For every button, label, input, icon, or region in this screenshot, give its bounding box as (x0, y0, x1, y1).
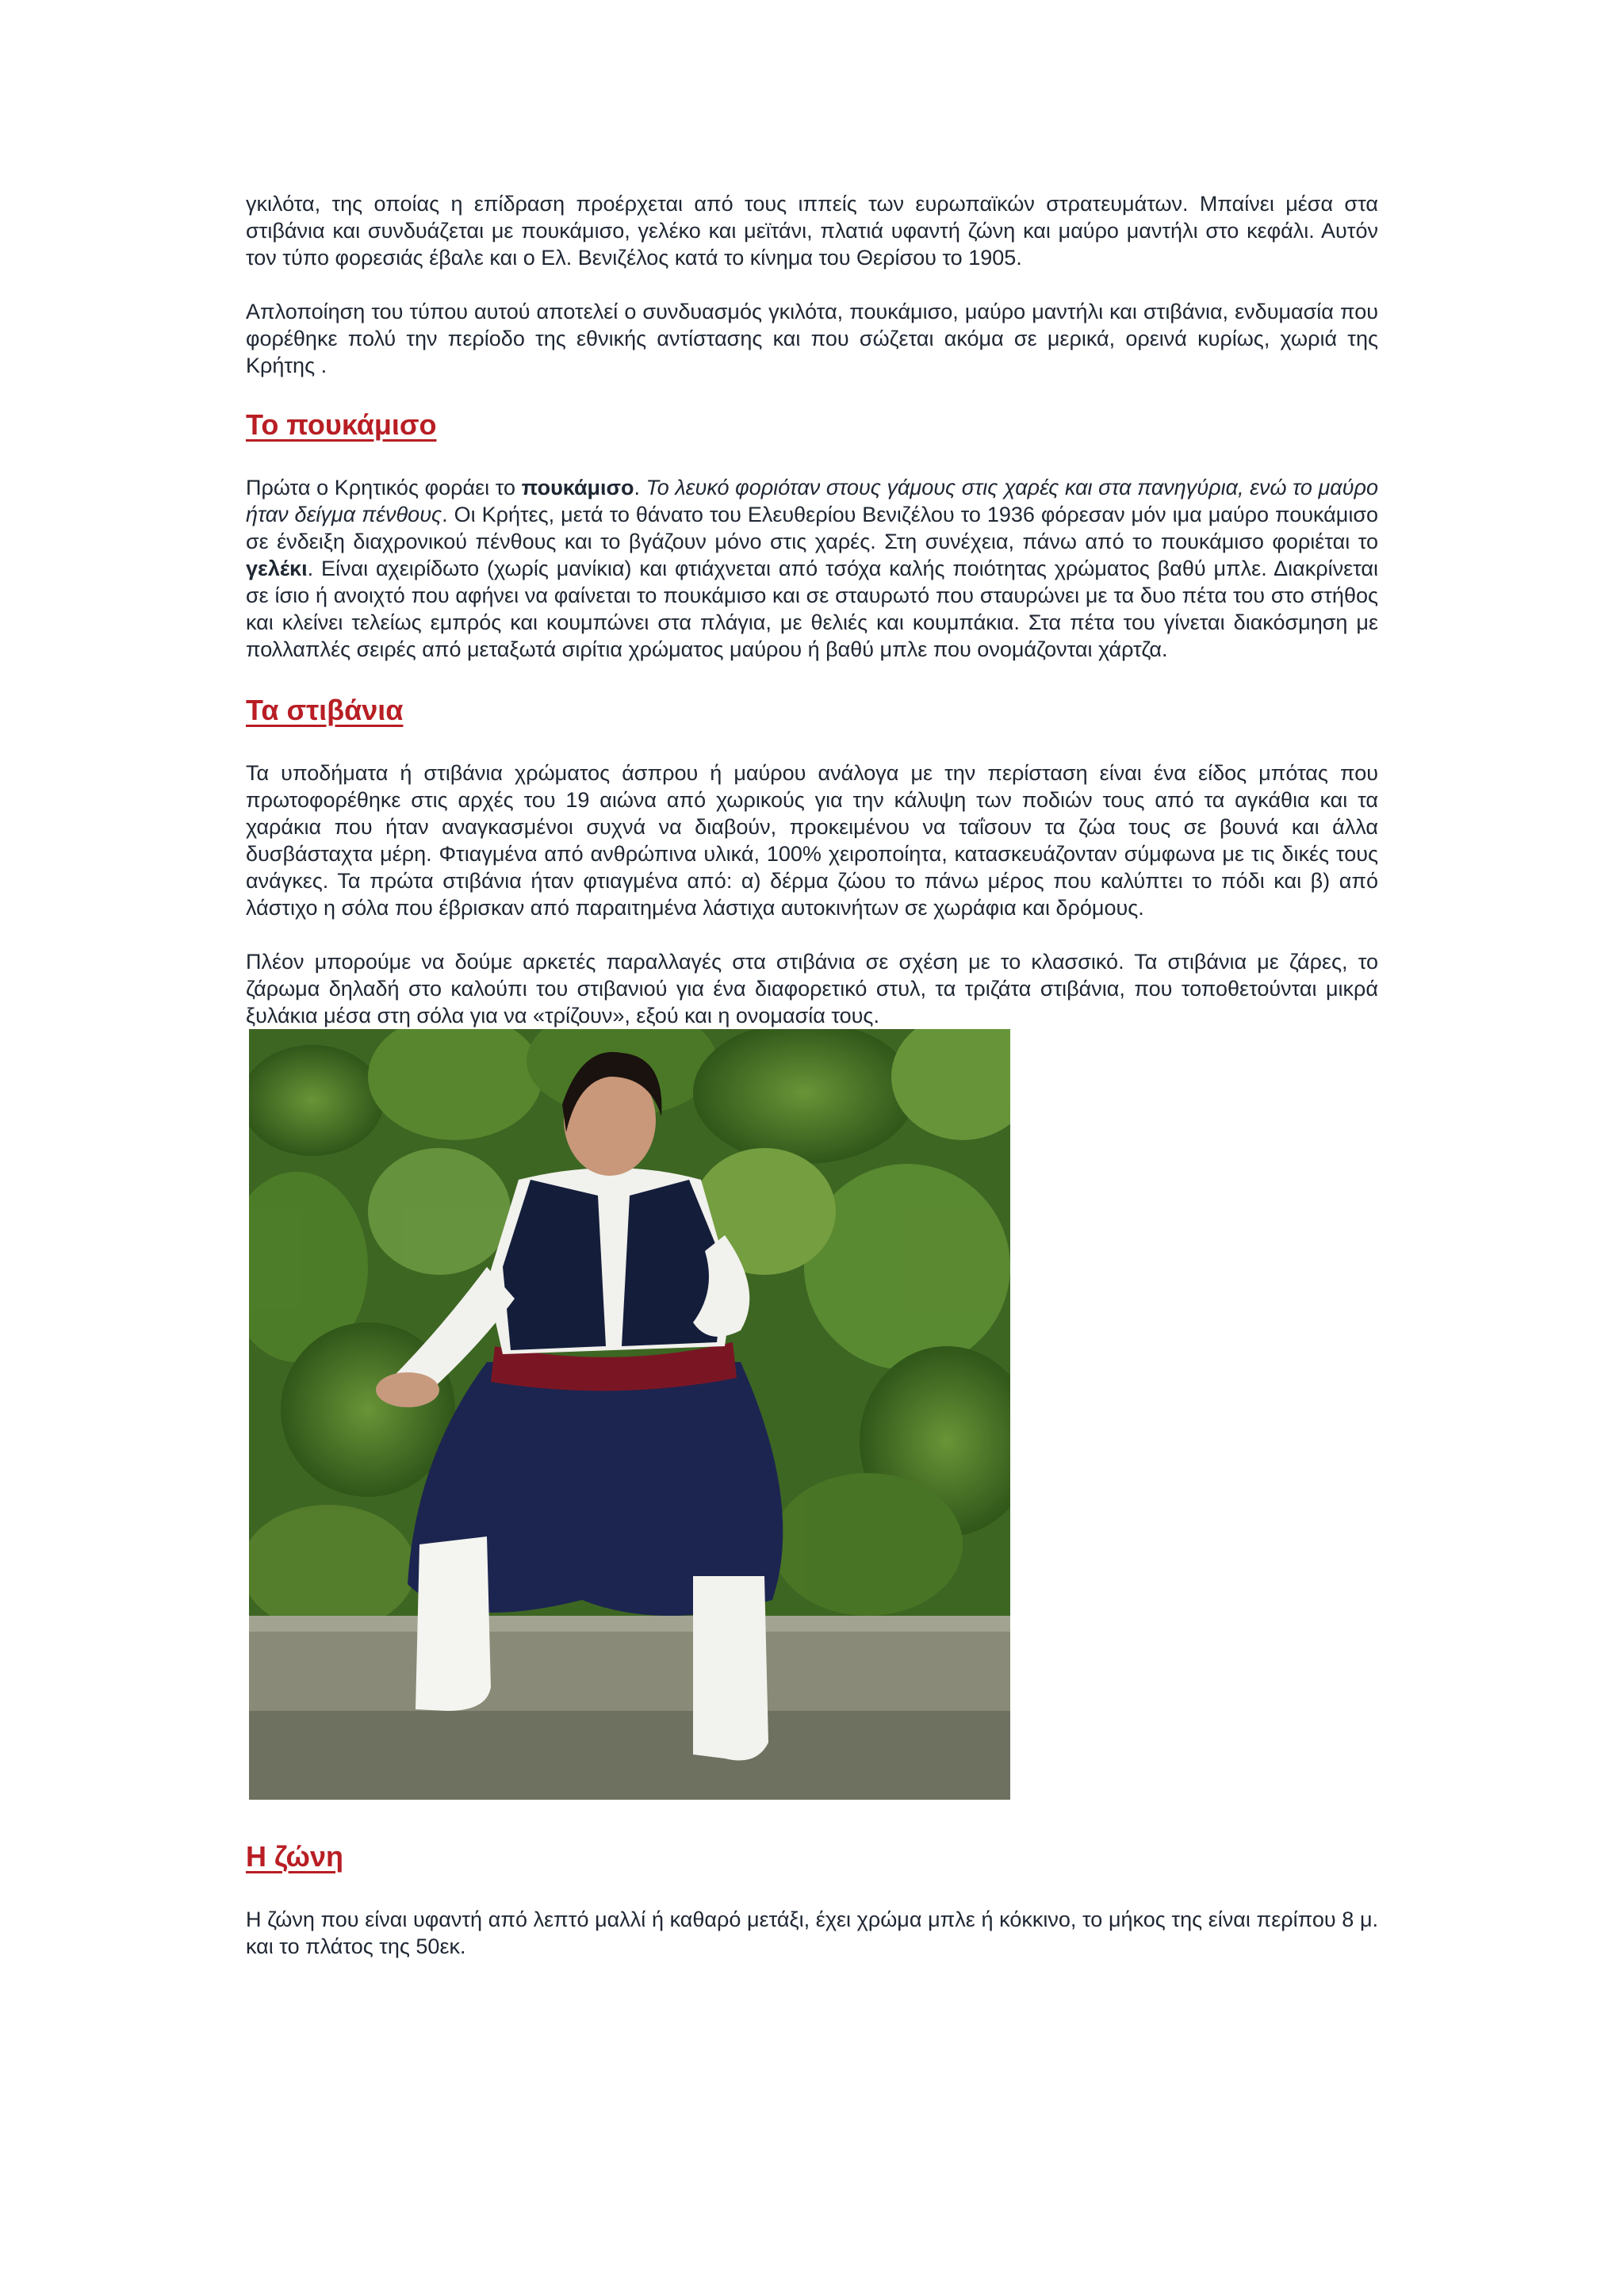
heading-boots: Τα στιβάνια (246, 694, 404, 726)
paragraph-simplified-costume: Απλοποίηση του τύπου αυτού αποτελεί ο συνδυασμός γκιλότα, πουκάμισο, μαύρο μαντήλι και στιβάνια, ενδυμασία που φορέθηκε πολύ την περίοδο της εθνικής αντίστασης και που σώζεται ακόμα σε μερικά, ορεινά κυρίως, χωριά της Κρήτης . (246, 300, 1378, 377)
text-run: . (634, 476, 646, 499)
photo-illustration (249, 1029, 1010, 1800)
paragraph-breeches: γκιλότα, της οποίας η επίδραση προέρχεται από τους ιππείς των ευρωπαϊκών στρατευμάτων. Μπαίνει μέσα στα στιβάνια και συνδυάζεται με πουκάμισο, γελέκο και μεϊτάνι, πλατιά υφαντή ζώνη και μαύρο μαντήλι στο κεφάλι. Αυτόν τον τύπο φορεσιάς έβαλε και ο Ελ. Βενιζέλος κατά το κίνημα του Θερίσου το 1905. (246, 192, 1378, 270)
heading-belt: Η ζώνη (246, 1840, 343, 1873)
paragraph-boots: Τα υποδήματα ή στιβάνια χρώματος άσπρου ή μαύρου ανάλογα με την περίσταση είναι ένα είδος μπότας που πρωτοφορέθηκε στις αρχές του 19 αιώνα από χωρικούς για την κάλυψη των ποδιών τους από τα αγκάθια και τα χαράκια που ήταν αναγκασμένοι συχνά να διαβούν, προκειμένου να ταΐσουν τα ζώα τους σε βουνά και άλλα δυσβάσταχτα μέρη. Φτιαγμένα από ανθρώπινα υλικά, 100% χειροποίητα, κατασκευάζονταν σύμφωνα με τις δικές τους ανάγκες. Τα πρώτα στιβάνια ήταν φτιαγμένα από: α) δέρμα ζώου το πάνω μέρος που καλύπτει το πόδι και β) από λάστιχο η σόλα που έβρισκαν από παραιτημένα λάστιχα αυτοκινήτων σε χωράφια και δρόμους. (246, 761, 1378, 920)
paragraph-belt: Η ζώνη που είναι υφαντή από λεπτό μαλλί ή καθαρό μετάξι, έχει χρώμα μπλε ή κόκκινο, το μήκος της είναι περίπου 8 μ. και το πλάτος της 50εκ. (246, 1908, 1378, 1958)
text-run: . Οι Κρήτες, μετά το θάνατο του Ελευθερίου Βενιζέλου το 1936 φόρεσαν μόν ιμα μαύρο πουκάμισο σε ένδειξη διαχρονικού πένθους και το βγάζουν μόνο στις χαρές. Στη συνέχεια, πάνω από το πουκάμισο φοριέται το (246, 503, 1378, 553)
bold-term-vest: γελέκι (246, 557, 308, 580)
italic-run: Το λευκό φοριόταν στους γάμους στις χαρές και στα πανηγύρια, ενώ το μαύρο ήταν δείγμα πένθους (246, 476, 1378, 526)
text-run: . Είναι αχειρίδωτο (χωρίς μανίκια) και φτιάχνεται από τσόχα καλής ποιότητας χρώματος βαθύ μπλε. Διακρίνεται σε ίσιο ή ανοιχτό που αφήνει να φαίνεται το πουκάμισο και σε σταυρωτό που σταυρώνει με τα δυο πέτα του στο στήθος και κλείνει τελείως εμπρός και κουμπώνει στα πλάγια, με θελιές και κουμπάκια. Στα πέτα του γίνεται διακόσμηση με πολλαπλές σειρές από μεταξωτά σιρίτια χρώματος μαύρου ή βαθύ μπλε που ονομάζονται χάρτζα. (246, 557, 1378, 661)
cretan-costume-photo (249, 1029, 1010, 1800)
paragraph-shirt (246, 474, 1378, 663)
paragraph-boot-variations: Πλέον μπορούμε να δούμε αρκετές παραλλαγές στα στιβάνια σε σχέση με το κλασσικό. Τα στιβάνια με ζάρες, το ζάρωμα δηλαδή στο καλούπι του στιβανιού για ένα διαφορετικό στυλ, τα τριζάτα στιβάνια, που τοποθετούνται μικρά ξυλάκια μέσα στη σόλα για να «τρίζουν», εξού και η ονομασία τους. (246, 950, 1378, 1027)
bold-term-shirt: πουκάμισο (521, 476, 634, 499)
text-run: Πρώτα ο Κρητικός φοράει το (246, 476, 522, 499)
heading-shirt: Το πουκάμισο (246, 408, 437, 441)
document-page (246, 190, 1378, 1960)
